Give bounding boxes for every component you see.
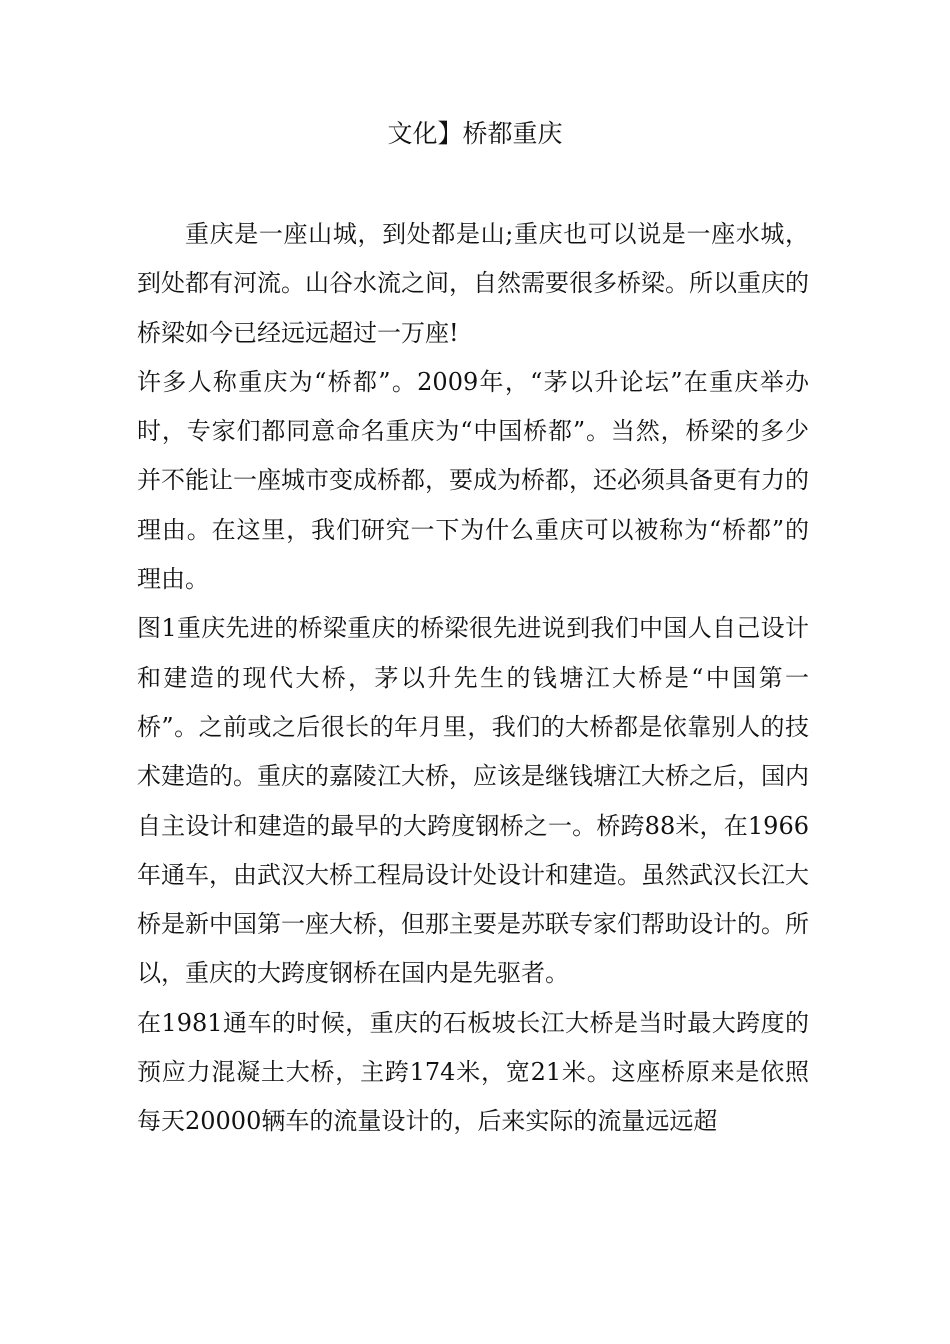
- paragraph-bridge-capital: 许多人称重庆为“桥都”。2009年，“茅以升论坛”在重庆举办时，专家们都同意命名重庆为“中国桥都”。当然，桥梁的多少并不能让一座城市变成桥都，要成为桥都，还必须具备更有力的理由。在这里，我们研究一下为什么重庆可以被称为“桥都”的理由。: [137, 367, 809, 594]
- document-body: [137, 210, 809, 1147]
- paragraph-advanced-bridges: 图1重庆先进的桥梁重庆的桥梁很先进说到我们中国人自己设计和建造的现代大桥，茅以升先生的钱塘江大桥是“中国第一桥”。之前或之后很长的年月里，我们的大桥都是依靠别人的技术建造的。重庆的嘉陵江大桥，应该是继钱塘江大桥之后，国内自主设计和建造的最早的大跨度钢桥之一。桥跨88米，在1966年通车，由武汉大桥工程局设计处设计和建造。虽然武汉长江大桥是新中国第一座大桥，但那主要是苏联专家们帮助设计的。所以，重庆的大跨度钢桥在国内是先驱者。: [137, 614, 809, 988]
- document-title: 文化】桥都重庆: [387, 119, 563, 148]
- paragraph-shibanpo-bridge: 在1981通车的时候，重庆的石板坡长江大桥是当时最大跨度的预应力混凝土大桥，主跨174米，宽21米。这座桥原来是依照每天20000辆车的流量设计的，后来实际的流量远远超: [137, 1008, 809, 1136]
- paragraph-intro: 重庆是一座山城，到处都是山;重庆也可以说是一座水城，到处都有河流。山谷水流之间，自然需要很多桥梁。所以重庆的桥梁如今已经远远超过一万座!: [137, 220, 809, 347]
